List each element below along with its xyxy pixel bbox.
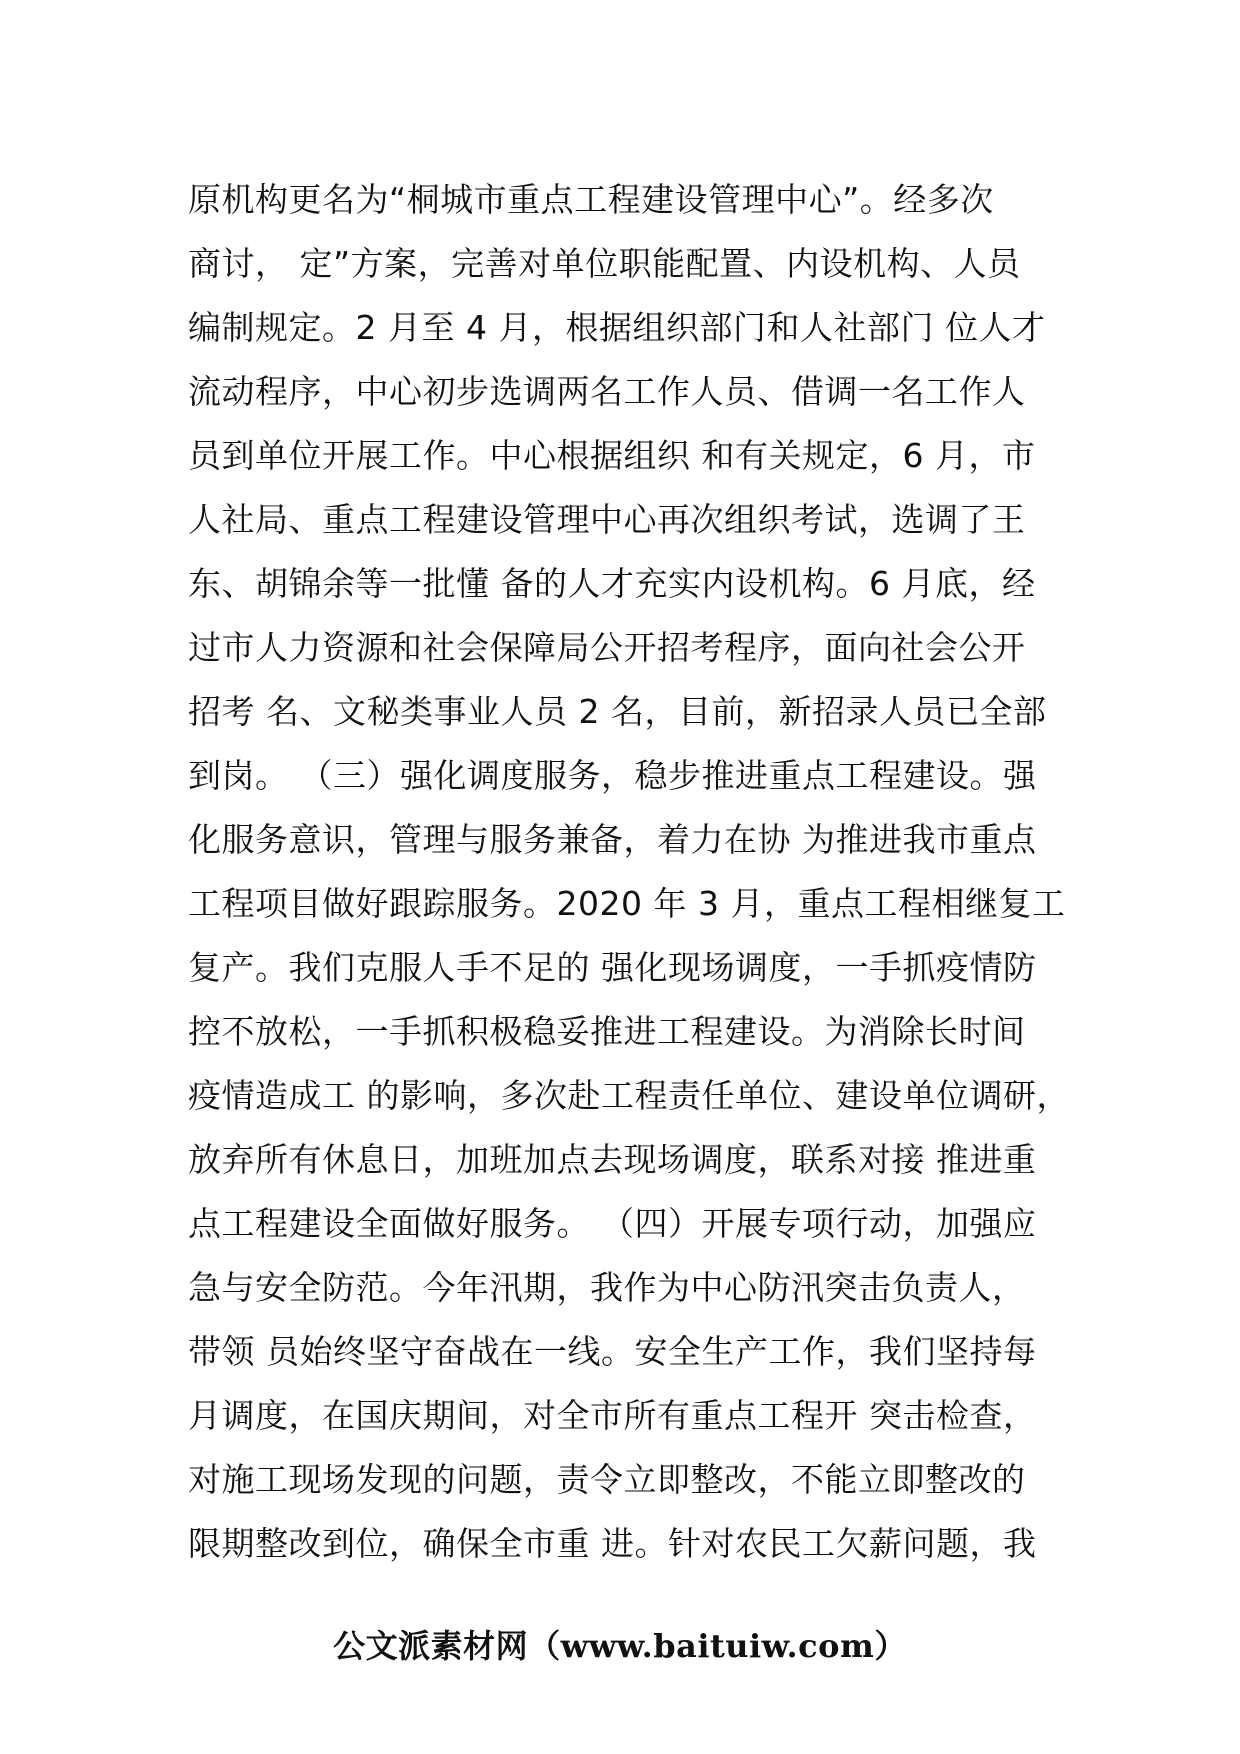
text-line: 疫情造成工 的影响，多次赴工程责任单位、建设单位调研， bbox=[188, 1076, 1070, 1115]
text-line: 编制规定。2 月至 4 月，根据组织部门和人社部门 位人才 bbox=[188, 308, 1046, 347]
text-line: 商讨， 定”方案，完善对单位职能配置、内设机构、人员 bbox=[188, 244, 1021, 283]
text-line: 限期整改到位，确保全市重 进。针对农民工欠薪问题，我 bbox=[188, 1524, 1037, 1563]
text-line: 原机构更名为“桐城市重点工程建设管理中心”。经多次 bbox=[188, 180, 994, 219]
text-line: 放弃所有休息日，加班加点去现场调度，联系对接 推进重 bbox=[188, 1140, 1037, 1179]
text-line: 过市人力资源和社会保障局公开招考程序，面向社会公开 bbox=[188, 628, 1026, 667]
text-line: 控不放松，一手抓积极稳妥推进工程建设。为消除长时间 bbox=[188, 1012, 1026, 1051]
text-line: 化服务意识，管理与服务兼备，着力在协 为推进我市重点 bbox=[188, 820, 1037, 859]
text-line: 点工程建设全面做好服务。 （四）开展专项行动，加强应 bbox=[188, 1204, 1037, 1243]
text-line: 带领 员始终坚守奋战在一线。安全生产工作，我们坚持每 bbox=[188, 1332, 1037, 1371]
text-line: 对施工现场发现的问题，责令立即整改，不能立即整改的 bbox=[188, 1460, 1026, 1499]
text-line: 复产。我们克服人手不足的 强化现场调度，一手抓疫情防 bbox=[188, 948, 1037, 987]
text-line: 招考 名、文秘类事业人员 2 名，目前，新招录人员已全部 bbox=[188, 692, 1047, 731]
text-line: 人社局、重点工程建设管理中心再次组织考试，选调了王 bbox=[188, 500, 1026, 539]
document-body bbox=[188, 168, 1088, 1576]
text-line: 工程项目做好跟踪服务。2020 年 3 月，重点工程相继复工 bbox=[188, 884, 1066, 923]
text-line: 月调度，在国庆期间，对全市所有重点工程开 突击检查， bbox=[188, 1396, 1037, 1435]
footer-source-label: 公文派素材网（www.baituiw.com） bbox=[333, 1627, 907, 1665]
text-line: 东、胡锦余等一批懂 备的人才充实内设机构。6 月底，经 bbox=[188, 564, 1036, 603]
text-line: 到岗。 （三）强化调度服务，稳步推进重点工程建设。强 bbox=[188, 756, 1037, 795]
text-line: 急与安全防范。今年汛期，我作为中心防汛突击负责人， bbox=[188, 1268, 1026, 1307]
text-line: 员到单位开展工作。中心根据组织 和有关规定，6 月，市 bbox=[188, 436, 1036, 475]
text-line: 流动程序，中心初步选调两名工作人员、借调一名工作人 bbox=[188, 372, 1026, 411]
